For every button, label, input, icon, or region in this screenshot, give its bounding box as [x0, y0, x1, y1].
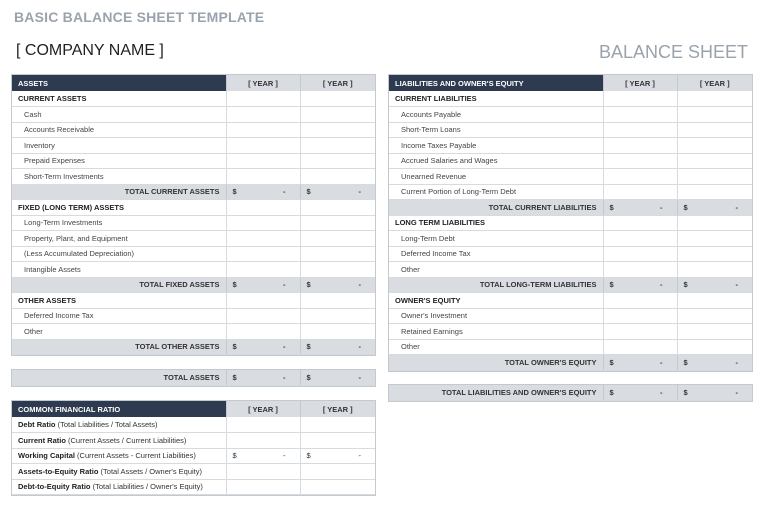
empty-value: -	[358, 187, 361, 197]
long-term-liabilities-total-row	[389, 277, 752, 293]
year-2-value[interactable]	[300, 324, 375, 340]
other-assets-total-row	[12, 339, 375, 355]
ratio-row	[12, 479, 375, 495]
year-2-value[interactable]	[677, 138, 752, 154]
ratio-formula: (Total Assets / Owner's Equity)	[100, 466, 202, 476]
year-2-total[interactable]	[300, 184, 375, 200]
currency-symbol: $	[609, 202, 614, 212]
year-2-cell[interactable]	[300, 91, 375, 107]
empty-value: -	[283, 342, 286, 352]
long-term-liabilities-section	[389, 215, 752, 231]
year-1-value[interactable]	[226, 231, 300, 247]
currency-symbol: $	[306, 187, 311, 197]
line-item-label: Prepaid Expenses	[12, 153, 226, 169]
ratio-name: Current Ratio	[18, 435, 66, 445]
year-1-value[interactable]	[226, 122, 300, 138]
ratios-header	[12, 401, 375, 417]
ratio-formula: (Total Liabilities / Total Assets)	[57, 420, 158, 429]
long-term-liabilities-total-row-label: TOTAL LONG-TERM LIABILITIES	[389, 277, 603, 293]
ratios-header-label: COMMON FINANCIAL RATIO	[12, 401, 226, 417]
line-item-label: Other	[389, 262, 603, 278]
year-2-total[interactable]	[300, 370, 375, 386]
currency-symbol: $	[609, 357, 614, 367]
current-liabilities-total-row-label: TOTAL CURRENT LIABILITIES	[389, 200, 603, 216]
line-item-row	[389, 339, 752, 355]
line-item-label: Short-Term Investments	[12, 169, 226, 185]
line-item-label: (Less Accumulated Depreciation)	[12, 246, 226, 262]
year-2-cell[interactable]	[677, 293, 752, 309]
year-1-total[interactable]	[603, 200, 677, 216]
year-1-value[interactable]	[226, 107, 300, 123]
year-column-1[interactable]: [ YEAR ]	[226, 75, 300, 91]
year-2-value[interactable]	[300, 433, 375, 449]
empty-value: -	[735, 388, 738, 397]
line-item-row	[389, 308, 752, 324]
year-1-value[interactable]	[603, 122, 677, 138]
year-1-value[interactable]	[226, 433, 300, 449]
current-assets-total-row	[12, 184, 375, 200]
currency-symbol: $	[232, 187, 237, 197]
year-2-value[interactable]	[300, 215, 375, 231]
empty-value: -	[735, 357, 738, 367]
line-item-row	[12, 153, 375, 169]
line-item-label: Deferred Income Tax	[12, 308, 226, 324]
year-2-total[interactable]	[677, 277, 752, 293]
year-2-cell[interactable]	[677, 215, 752, 231]
line-item-row	[389, 246, 752, 262]
year-2-value[interactable]	[300, 308, 375, 324]
current-assets-section-label: CURRENT ASSETS	[12, 91, 226, 107]
year-2-value[interactable]	[300, 246, 375, 262]
line-item-label: Accounts Payable	[389, 107, 603, 123]
ratio-label	[12, 417, 226, 433]
year-1-value[interactable]	[603, 246, 677, 262]
fixed-assets-section-label: FIXED (LONG TERM) ASSETS	[12, 200, 226, 216]
ratio-label	[12, 448, 226, 464]
line-item-row	[12, 215, 375, 231]
year-1-value[interactable]	[603, 324, 677, 340]
year-1-total[interactable]	[603, 385, 677, 401]
year-1-total[interactable]	[603, 355, 677, 371]
current-assets-total-row-label: TOTAL CURRENT ASSETS	[12, 184, 226, 200]
year-1-value[interactable]	[603, 308, 677, 324]
line-item-row	[389, 138, 752, 154]
ratio-name: Debt Ratio	[18, 420, 56, 429]
line-item-row	[389, 324, 752, 340]
year-1-cell[interactable]	[226, 200, 300, 216]
ratio-row	[12, 433, 375, 449]
ratio-formula: (Total Liabilities / Owner's Equity)	[92, 482, 203, 492]
line-item-label: Other	[12, 324, 226, 340]
year-2-value[interactable]	[677, 324, 752, 340]
year-1-value[interactable]	[603, 169, 677, 185]
company-name[interactable]: [ COMPANY NAME ]	[16, 42, 164, 59]
currency-symbol: $	[609, 280, 614, 290]
empty-value: -	[735, 202, 738, 212]
ratio-name: Working Capital	[18, 451, 75, 461]
line-item-row	[12, 308, 375, 324]
empty-value: -	[283, 187, 286, 197]
fixed-assets-total-row-label: TOTAL FIXED ASSETS	[12, 277, 226, 293]
line-item-row	[389, 184, 752, 200]
currency-symbol: $	[609, 388, 614, 397]
empty-value: -	[283, 451, 286, 461]
year-2-value[interactable]	[300, 107, 375, 123]
year-1-total[interactable]	[603, 277, 677, 293]
line-item-label: Retained Earnings	[389, 324, 603, 340]
year-1-value[interactable]	[226, 138, 300, 154]
year-2-value[interactable]	[300, 464, 375, 480]
year-2-value[interactable]	[677, 246, 752, 262]
year-2-total[interactable]	[300, 277, 375, 293]
year-1-total[interactable]	[226, 277, 300, 293]
empty-value: -	[660, 202, 663, 212]
empty-value: -	[660, 280, 663, 290]
currency-symbol: $	[306, 280, 311, 290]
year-column-1[interactable]: [ YEAR ]	[603, 75, 677, 91]
line-item-row	[389, 169, 752, 185]
total-assets-table	[12, 370, 375, 386]
total-assets-row-label: TOTAL ASSETS	[12, 370, 226, 386]
liabilities-header-label: LIABILITIES AND OWNER'S EQUITY	[389, 75, 603, 91]
line-item-row	[12, 138, 375, 154]
line-item-label: Long-Term Debt	[389, 231, 603, 247]
empty-value: -	[283, 373, 286, 382]
year-2-cell[interactable]	[300, 293, 375, 309]
year-2-value[interactable]	[677, 262, 752, 278]
year-2-value[interactable]	[300, 479, 375, 495]
year-1-value[interactable]	[603, 138, 677, 154]
ratio-formula: (Current Assets / Current Liabilities)	[68, 435, 187, 445]
year-1-total[interactable]	[226, 184, 300, 200]
line-item-label: Cash	[12, 107, 226, 123]
year-1-value[interactable]	[226, 417, 300, 433]
ratio-label	[12, 464, 226, 480]
current-assets-section	[12, 91, 375, 107]
year-2-value[interactable]	[300, 153, 375, 169]
line-item-label: Property, Plant, and Equipment	[12, 231, 226, 247]
year-1-value[interactable]	[603, 153, 677, 169]
fixed-assets-total-row	[12, 277, 375, 293]
currency-symbol: $	[306, 342, 311, 352]
year-2-value[interactable]	[300, 231, 375, 247]
year-2-total[interactable]	[677, 385, 752, 401]
liabilities-header	[389, 75, 752, 91]
empty-value: -	[735, 280, 738, 290]
year-1-cell[interactable]	[603, 293, 677, 309]
year-1-value[interactable]	[226, 169, 300, 185]
line-item-row	[12, 122, 375, 138]
total-assets-row	[12, 370, 375, 386]
year-2-value[interactable]	[300, 262, 375, 278]
line-item-row	[12, 262, 375, 278]
currency-symbol: $	[232, 342, 237, 352]
currency-symbol: $	[306, 451, 311, 461]
ratio-row	[12, 417, 375, 433]
ratio-row	[12, 448, 375, 464]
ratio-name: Assets-to-Equity Ratio	[18, 466, 99, 476]
line-item-label: Accounts Receivable	[12, 122, 226, 138]
line-item-row	[12, 107, 375, 123]
currency-symbol: $	[232, 280, 237, 290]
ratio-label	[12, 479, 226, 495]
line-item-label: Long-Term Investments	[12, 215, 226, 231]
year-2-total[interactable]	[300, 339, 375, 355]
year-2-value[interactable]	[677, 107, 752, 123]
year-2-value[interactable]	[677, 169, 752, 185]
sheet-title: BALANCE SHEET	[598, 42, 748, 62]
current-liabilities-section	[389, 91, 752, 107]
current-liabilities-total-row	[389, 200, 752, 216]
line-item-row	[389, 231, 752, 247]
line-item-label: Income Taxes Payable	[389, 138, 603, 154]
year-column-2[interactable]: [ YEAR ]	[300, 401, 375, 417]
year-2-value[interactable]	[677, 231, 752, 247]
year-1-value[interactable]	[226, 262, 300, 278]
line-item-row	[389, 107, 752, 123]
year-2-cell[interactable]	[300, 200, 375, 216]
assets-table	[12, 75, 375, 355]
year-2-total[interactable]	[677, 200, 752, 216]
ratio-name: Debt-to-Equity Ratio	[18, 482, 91, 492]
fixed-assets-section	[12, 200, 375, 216]
year-1-total[interactable]	[226, 370, 300, 386]
year-1-cell[interactable]	[603, 91, 677, 107]
ratio-row	[12, 464, 375, 480]
year-2-value[interactable]	[677, 153, 752, 169]
year-1-cell[interactable]	[226, 91, 300, 107]
empty-value: -	[358, 342, 361, 352]
year-1-value[interactable]	[226, 246, 300, 262]
year-1-value[interactable]	[226, 448, 300, 464]
line-item-row	[12, 169, 375, 185]
long-term-liabilities-section-label: LONG TERM LIABILITIES	[389, 215, 603, 231]
year-2-cell[interactable]	[677, 91, 752, 107]
year-2-value[interactable]	[677, 122, 752, 138]
line-item-row	[12, 324, 375, 340]
owners-equity-section-label: OWNER'S EQUITY	[389, 293, 603, 309]
other-assets-section-label: OTHER ASSETS	[12, 293, 226, 309]
year-2-value[interactable]	[300, 448, 375, 464]
year-column-2[interactable]: [ YEAR ]	[300, 75, 375, 91]
current-liabilities-section-label: CURRENT LIABILITIES	[389, 91, 603, 107]
line-item-label: Short-Term Loans	[389, 122, 603, 138]
year-1-value[interactable]	[603, 262, 677, 278]
year-1-value[interactable]	[226, 153, 300, 169]
empty-value: -	[660, 388, 663, 397]
currency-symbol: $	[683, 280, 688, 290]
empty-value: -	[660, 357, 663, 367]
total-liabilities-equity-row	[389, 385, 752, 401]
line-item-row	[389, 153, 752, 169]
year-column-2[interactable]: [ YEAR ]	[677, 75, 752, 91]
other-assets-total-row-label: TOTAL OTHER ASSETS	[12, 339, 226, 355]
currency-symbol: $	[232, 451, 237, 461]
line-item-label: Intangible Assets	[12, 262, 226, 278]
line-item-label: Current Portion of Long-Term Debt	[389, 184, 603, 200]
year-1-value[interactable]	[603, 107, 677, 123]
year-2-value[interactable]	[300, 417, 375, 433]
assets-header-label: ASSETS	[12, 75, 226, 91]
owners-equity-total-row	[389, 355, 752, 371]
ratios-table	[12, 401, 375, 495]
year-1-value[interactable]	[226, 215, 300, 231]
line-item-label: Unearned Revenue	[389, 169, 603, 185]
year-2-value[interactable]	[300, 169, 375, 185]
year-1-cell[interactable]	[226, 293, 300, 309]
line-item-row	[12, 246, 375, 262]
year-1-value[interactable]	[603, 184, 677, 200]
year-1-value[interactable]	[226, 464, 300, 480]
total-liabilities-equity-table	[389, 385, 752, 401]
assets-header	[12, 75, 375, 91]
line-item-label: Owner's Investment	[389, 308, 603, 324]
line-item-row	[389, 122, 752, 138]
year-2-value[interactable]	[300, 122, 375, 138]
year-2-value[interactable]	[677, 308, 752, 324]
ratio-formula: (Current Assets - Current Liabilities)	[77, 451, 196, 461]
year-column-1[interactable]: [ YEAR ]	[226, 401, 300, 417]
year-1-value[interactable]	[226, 479, 300, 495]
year-1-cell[interactable]	[603, 215, 677, 231]
year-2-value[interactable]	[677, 184, 752, 200]
document-title: BASIC BALANCE SHEET TEMPLATE	[14, 9, 265, 25]
empty-value: -	[358, 451, 361, 461]
ratio-label	[12, 433, 226, 449]
line-item-label: Deferred Income Tax	[389, 246, 603, 262]
line-item-label: Inventory	[12, 138, 226, 154]
empty-value: -	[358, 373, 361, 382]
line-item-row	[389, 262, 752, 278]
total-liabilities-equity-row-label: TOTAL LIABILITIES AND OWNER'S EQUITY	[389, 385, 603, 401]
year-1-value[interactable]	[226, 308, 300, 324]
year-1-value[interactable]	[603, 339, 677, 355]
currency-symbol: $	[232, 373, 237, 382]
line-item-row	[12, 231, 375, 247]
year-1-total[interactable]	[226, 339, 300, 355]
owners-equity-total-row-label: TOTAL OWNER'S EQUITY	[389, 355, 603, 371]
other-assets-section	[12, 293, 375, 309]
year-2-value[interactable]	[300, 138, 375, 154]
year-1-value[interactable]	[603, 231, 677, 247]
currency-symbol: $	[683, 357, 688, 367]
line-item-label: Accrued Salaries and Wages	[389, 153, 603, 169]
year-2-value[interactable]	[677, 339, 752, 355]
owners-equity-section	[389, 293, 752, 309]
empty-value: -	[358, 280, 361, 290]
year-2-total[interactable]	[677, 355, 752, 371]
currency-symbol: $	[306, 373, 311, 382]
currency-symbol: $	[683, 388, 688, 397]
empty-value: -	[283, 280, 286, 290]
liabilities-table	[389, 75, 752, 371]
year-1-value[interactable]	[226, 324, 300, 340]
line-item-label: Other	[389, 339, 603, 355]
currency-symbol: $	[683, 202, 688, 212]
